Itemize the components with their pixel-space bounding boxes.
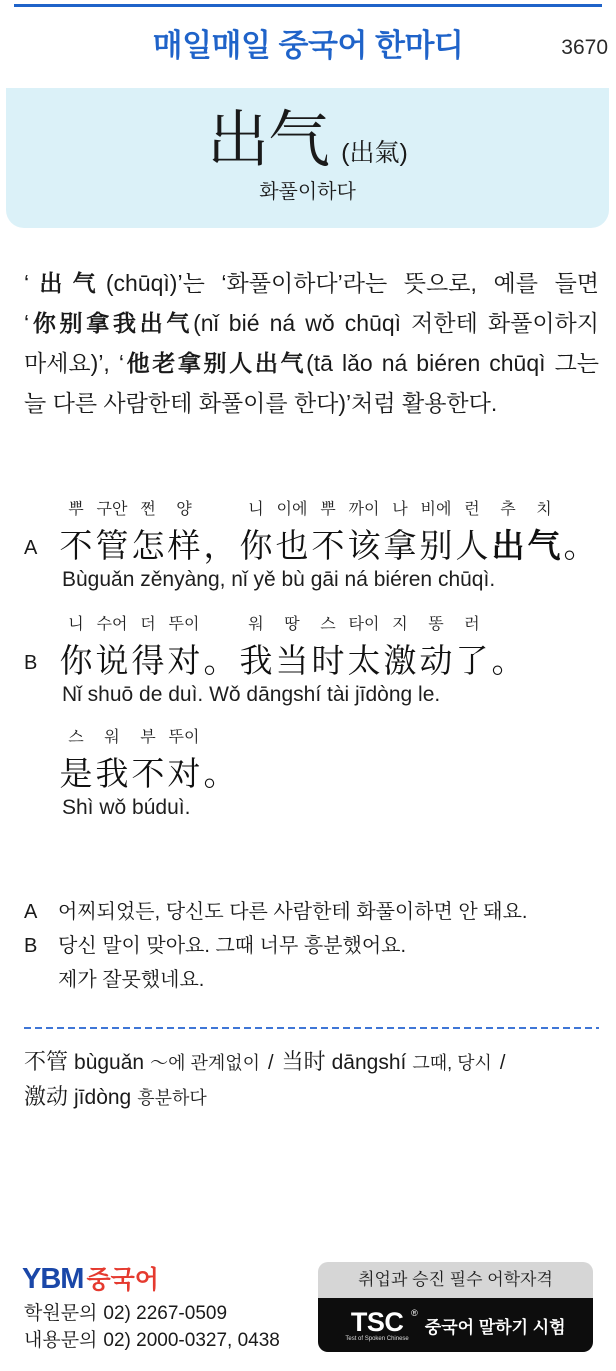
dashed-divider bbox=[24, 1027, 599, 1029]
chinese-character: 是 bbox=[59, 755, 93, 792]
tsc-logo-text: TSC bbox=[350, 1306, 404, 1337]
character-with-reading bbox=[310, 499, 346, 568]
chinese-sentence bbox=[58, 499, 598, 568]
chinese-character: 我 bbox=[95, 755, 129, 792]
ybm-logo bbox=[22, 1262, 159, 1296]
chinese-character: 激 bbox=[383, 642, 417, 679]
character-with-reading bbox=[58, 614, 94, 683]
vocab-item bbox=[24, 1049, 261, 1074]
character-with-reading bbox=[202, 499, 238, 568]
pinyin-line: Bùguǎn zěnyàng, nǐ yě bù gāi ná biéren chūqì. bbox=[62, 568, 496, 591]
korean-reading: 뿌 bbox=[68, 501, 84, 518]
character-with-reading bbox=[382, 499, 418, 568]
character-with-reading bbox=[454, 499, 490, 568]
korean-reading: 부 bbox=[140, 729, 156, 746]
character-with-reading bbox=[58, 499, 94, 568]
contact-phone: 02) 2000-0327, 0438 bbox=[103, 1330, 280, 1351]
character-with-reading bbox=[202, 614, 238, 683]
korean-reading: 나 bbox=[392, 501, 408, 518]
brand-name: YBM bbox=[22, 1263, 84, 1295]
character-with-reading bbox=[418, 499, 454, 568]
korean-reading: 쩐 bbox=[140, 501, 156, 518]
korean-reading: 니 bbox=[248, 501, 264, 518]
korean-reading: 워 bbox=[248, 616, 264, 633]
korean-reading: 비에 bbox=[420, 501, 452, 518]
korean-reading: 이에 bbox=[276, 501, 308, 518]
korean-reading: 뚜이 bbox=[168, 616, 200, 633]
vocab-separator: / bbox=[499, 1052, 506, 1074]
korean-reading: 똥 bbox=[428, 616, 444, 633]
explanation-text: ‘ bbox=[24, 270, 30, 296]
character-with-reading bbox=[454, 614, 490, 683]
character-with-reading bbox=[274, 499, 310, 568]
korean-reading: 스 bbox=[68, 729, 84, 746]
vocab-separator: / bbox=[268, 1052, 274, 1074]
character-with-reading bbox=[274, 614, 310, 683]
chinese-sentence bbox=[58, 614, 526, 683]
chinese-example: 他老拿别人出气 bbox=[123, 350, 307, 376]
korean-reading: 더 bbox=[140, 616, 156, 633]
character-with-reading bbox=[310, 614, 346, 683]
vocabulary bbox=[24, 1044, 513, 1114]
chinese-character: 得 bbox=[131, 642, 165, 679]
contact-label: 학원문의 bbox=[24, 1303, 98, 1324]
translation bbox=[24, 895, 604, 997]
korean-reading: 지 bbox=[392, 616, 408, 633]
chinese-character: 。 bbox=[203, 642, 237, 679]
brand-sub: 중국어 bbox=[86, 1266, 159, 1294]
vocab-pinyin: dāngshí bbox=[331, 1051, 407, 1074]
explanation-text: (tā lǎo ná biéren chūqì 그는 bbox=[306, 350, 599, 376]
chinese-character: 你 bbox=[59, 642, 93, 679]
chinese-character: 怎 bbox=[131, 527, 165, 564]
dialog-utterance bbox=[0, 499, 616, 599]
contact-row bbox=[24, 1327, 280, 1354]
translation-speaker: B bbox=[24, 935, 38, 957]
chinese-character: 说 bbox=[95, 642, 129, 679]
ad-title: 중국어 말하기 시험 bbox=[424, 1317, 566, 1337]
chinese-character: ， bbox=[203, 527, 237, 564]
character-with-reading bbox=[202, 727, 238, 796]
vocab-item bbox=[281, 1049, 492, 1074]
chinese-character: 你 bbox=[239, 527, 273, 564]
chinese-character: 人 bbox=[455, 527, 489, 564]
vocab-meaning: 흥분하다 bbox=[137, 1088, 207, 1108]
korean-reading: 땅 bbox=[284, 616, 300, 633]
pinyin-line: Shì wǒ búduì. bbox=[62, 796, 191, 819]
chinese-character: 时 bbox=[311, 642, 345, 679]
speaker-label: A bbox=[24, 537, 38, 559]
chinese-character: 。 bbox=[491, 642, 525, 679]
chinese-character: 当 bbox=[275, 642, 309, 679]
vocab-word: 不管 bbox=[24, 1049, 69, 1074]
vocabulary-line bbox=[24, 1079, 207, 1114]
character-with-reading bbox=[490, 499, 526, 568]
chinese-character: 了 bbox=[455, 642, 489, 679]
pinyin-line: Nǐ shuō de duì. Wǒ dāngshí tài jīdòng le. bbox=[62, 683, 441, 706]
character-with-reading bbox=[346, 499, 382, 568]
explanation-line bbox=[24, 303, 599, 343]
chinese-sentence bbox=[58, 727, 238, 796]
character-with-reading bbox=[526, 499, 562, 568]
character-with-reading bbox=[166, 727, 202, 796]
explanation-text: 마세요)’, ‘ bbox=[24, 350, 124, 376]
korean-reading: 추 bbox=[500, 501, 516, 518]
character-with-reading bbox=[346, 614, 382, 683]
chinese-character: 出 bbox=[491, 527, 525, 564]
chinese-example: 你别拿我出气 bbox=[29, 310, 194, 336]
chinese-character: 不 bbox=[131, 755, 165, 792]
translation-text: 제가 잘못했네요. bbox=[58, 969, 205, 991]
explanation-line bbox=[24, 343, 599, 383]
dialog bbox=[0, 499, 616, 829]
character-with-reading bbox=[94, 614, 130, 683]
korean-reading: 런 bbox=[464, 501, 480, 518]
explanation-text: (nǐ bié ná wǒ chūqì 저한테 화풀이하지 bbox=[193, 310, 599, 336]
contacts bbox=[24, 1300, 280, 1354]
contact-label: 내용문의 bbox=[24, 1330, 98, 1351]
contact-phone: 02) 2267-0509 bbox=[103, 1303, 228, 1324]
chinese-character: 该 bbox=[347, 527, 381, 564]
issue-number: 3670 bbox=[561, 36, 608, 59]
explanation-text: ‘ bbox=[24, 310, 30, 336]
chinese-character: 动 bbox=[419, 642, 453, 679]
chinese-character: 不 bbox=[311, 527, 345, 564]
chinese-character: 气 bbox=[527, 527, 561, 564]
tsc-logo bbox=[345, 1306, 418, 1343]
explanation-line bbox=[24, 263, 599, 303]
character-with-reading bbox=[562, 499, 598, 568]
korean-reading: 까이 bbox=[348, 501, 380, 518]
translation-row bbox=[24, 963, 604, 997]
registered-mark-icon: ® bbox=[411, 1307, 418, 1318]
character-with-reading bbox=[58, 727, 94, 796]
headword-traditional: (出氣) bbox=[341, 139, 408, 167]
character-with-reading bbox=[94, 727, 130, 796]
explanation-line bbox=[24, 383, 599, 423]
translation-row bbox=[24, 929, 604, 963]
dialog-utterance bbox=[0, 614, 616, 714]
speaker-label: B bbox=[24, 652, 38, 674]
chinese-character: 太 bbox=[347, 642, 381, 679]
chinese-character: 也 bbox=[275, 527, 309, 564]
korean-reading: 뿌 bbox=[320, 501, 336, 518]
dialog-utterance bbox=[0, 727, 616, 827]
chinese-character: 管 bbox=[95, 527, 129, 564]
top-rule bbox=[14, 4, 602, 7]
character-with-reading bbox=[130, 614, 166, 683]
chinese-character: 。 bbox=[563, 527, 597, 564]
character-with-reading bbox=[490, 614, 526, 683]
headword-row bbox=[6, 105, 609, 177]
korean-reading: 타이 bbox=[348, 616, 380, 633]
translation-text: 어찌되었든, 당신도 다른 사람한테 화풀이하면 안 돼요. bbox=[58, 901, 528, 923]
chinese-example: 出气 bbox=[29, 270, 106, 296]
korean-reading: 구안 bbox=[96, 501, 128, 518]
korean-reading: 니 bbox=[68, 616, 84, 633]
korean-reading: 스 bbox=[320, 616, 336, 633]
vocab-meaning: ～에 관계없이 bbox=[150, 1053, 261, 1073]
character-with-reading bbox=[418, 614, 454, 683]
translation-row bbox=[24, 895, 604, 929]
ad-bottom bbox=[318, 1298, 593, 1352]
chinese-character: 。 bbox=[203, 755, 237, 792]
vocab-pinyin: bùguǎn bbox=[74, 1051, 145, 1074]
character-with-reading bbox=[130, 727, 166, 796]
vocab-pinyin: jīdòng bbox=[74, 1086, 132, 1109]
tsc-ad-banner bbox=[318, 1262, 593, 1352]
character-with-reading bbox=[130, 499, 166, 568]
contact-row bbox=[24, 1300, 280, 1327]
tsc-logo-subtitle: Test of Spoken Chinese bbox=[345, 1335, 409, 1342]
vocab-word: 当时 bbox=[281, 1049, 326, 1074]
headword-panel bbox=[6, 88, 609, 228]
character-with-reading bbox=[238, 614, 274, 683]
character-with-reading bbox=[166, 614, 202, 683]
character-with-reading bbox=[382, 614, 418, 683]
headword: 出气 bbox=[207, 107, 330, 175]
korean-reading: 수어 bbox=[96, 616, 128, 633]
character-with-reading bbox=[238, 499, 274, 568]
explanation-text: 늘 다른 사람한테 화풀이를 한다)’처럼 활용한다. bbox=[24, 390, 498, 416]
chinese-character: 我 bbox=[239, 642, 273, 679]
korean-reading: 워 bbox=[104, 729, 120, 746]
translation-text: 당신 말이 맞아요. 그때 너무 흥분했어요. bbox=[58, 935, 407, 957]
chinese-character: 对 bbox=[167, 642, 201, 679]
chinese-character: 不 bbox=[59, 527, 93, 564]
chinese-character: 对 bbox=[167, 755, 201, 792]
vocab-word: 激动 bbox=[24, 1084, 69, 1109]
korean-reading: 치 bbox=[536, 501, 552, 518]
vocab-item bbox=[24, 1084, 207, 1109]
vocab-meaning: 그때, 당시 bbox=[412, 1053, 492, 1073]
translation-speaker: A bbox=[24, 901, 38, 923]
series-title: 매일매일 중국어 한마디 bbox=[152, 28, 464, 63]
explanation bbox=[24, 263, 599, 423]
character-with-reading bbox=[166, 499, 202, 568]
chinese-character: 别 bbox=[419, 527, 453, 564]
ad-tagline: 취업과 승진 필수 어학자격 bbox=[318, 1262, 593, 1298]
korean-reading: 러 bbox=[464, 616, 480, 633]
chinese-character: 拿 bbox=[383, 527, 417, 564]
headword-meaning: 화풀이하다 bbox=[259, 181, 356, 203]
korean-reading: 뚜이 bbox=[168, 729, 200, 746]
vocabulary-line bbox=[24, 1044, 513, 1079]
chinese-character: 样 bbox=[167, 527, 201, 564]
explanation-text: (chūqì)’는 ‘화풀이하다’라는 뜻으로, 예를 들면 bbox=[105, 270, 599, 296]
korean-reading: 양 bbox=[176, 501, 192, 518]
character-with-reading bbox=[94, 499, 130, 568]
